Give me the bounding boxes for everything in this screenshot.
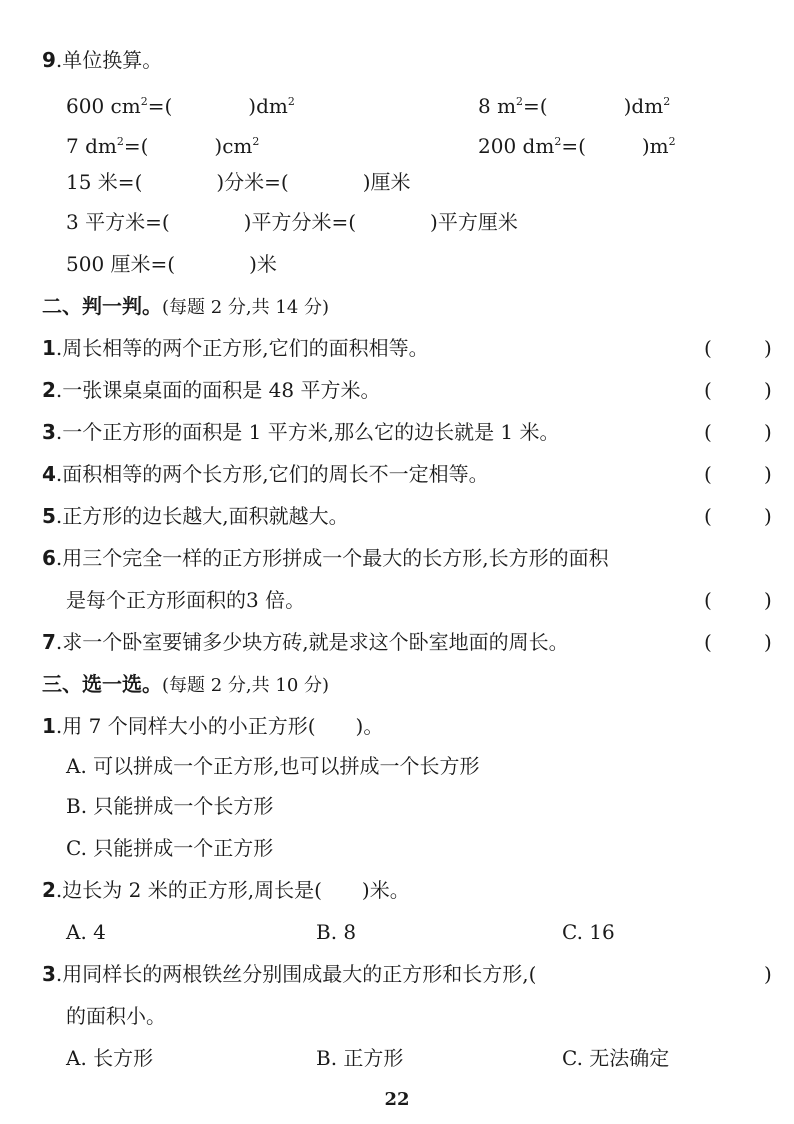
answer-paren-close: ) — [764, 420, 772, 444]
item-text: .一张课桌桌面的面积是 48 平方米。 — [55, 378, 381, 402]
superscript: 2 — [252, 135, 260, 148]
answer-paren-close: ) — [764, 462, 772, 486]
answer-paren-close: ) — [764, 962, 772, 986]
q9-unit-4: )m — [641, 134, 669, 158]
item-text-end: )米。 — [361, 878, 410, 902]
q9-heading — [42, 46, 162, 74]
item-number: 5 — [42, 504, 56, 528]
item-text-end: )。 — [355, 714, 384, 738]
section-2-score-note: (每题 2 分,共 14 分) — [162, 297, 330, 318]
item-number: 4 — [42, 462, 56, 486]
item-text: .正方形的边长越大,面积就越大。 — [55, 504, 349, 528]
item-number: 3 — [42, 962, 56, 986]
section-2-title: 二、判一判。 — [42, 294, 162, 318]
q9-row-1-left — [66, 88, 295, 116]
q9-expr-2: 8 m — [478, 94, 517, 118]
section-3-title: 三、选一选。 — [42, 672, 162, 696]
choice-q2-option-a: A. 4 — [66, 920, 106, 944]
section-3-score-note: (每题 2 分,共 10 分) — [162, 675, 330, 696]
q9-line5-a: 500 厘米=( — [66, 252, 176, 276]
q9-row-5 — [66, 250, 277, 278]
answer-paren-close: ) — [764, 504, 772, 528]
q9-line3-a: 15 米=( — [66, 170, 143, 194]
q9-line3-c: )厘米 — [362, 170, 411, 194]
choice-q2 — [42, 876, 410, 904]
answer-paren-close: ) — [764, 336, 772, 360]
q9-row-4 — [66, 208, 518, 236]
superscript: 2 — [140, 95, 148, 108]
q9-line3-b: )分米=( — [216, 170, 289, 194]
item-number: 7 — [42, 630, 56, 654]
section-3-heading — [42, 670, 329, 698]
item-text: .求一个卧室要铺多少块方砖,就是求这个卧室地面的周长。 — [55, 630, 569, 654]
q9-open-2: =( — [523, 94, 548, 118]
answer-paren-open: ( — [704, 420, 712, 444]
answer-paren-open: ( — [704, 588, 712, 612]
choice-q3-cont: 的面积小。 — [66, 1004, 166, 1028]
choice-q1-option-c: C. 只能拼成一个正方形 — [66, 836, 274, 860]
q9-row-2-right — [478, 128, 676, 156]
q9-open-4: =( — [561, 134, 586, 158]
choice-q1-option-a: A. 可以拼成一个正方形,也可以拼成一个长方形 — [66, 754, 480, 778]
item-text: .周长相等的两个正方形,它们的面积相等。 — [55, 336, 429, 360]
q9-expr-4: 200 dm — [478, 134, 555, 158]
q9-line4-a: 3 平方米=( — [66, 210, 170, 234]
choice-q2-option-b: B. 8 — [316, 920, 357, 944]
superscript: 2 — [663, 95, 671, 108]
superscript: 2 — [287, 95, 295, 108]
q9-open-3: =( — [123, 134, 149, 158]
choice-q3-option-c: C. 无法确定 — [562, 1046, 670, 1070]
judge-item-6-cont — [66, 586, 305, 614]
item-text-continued: 是每个正方形面积的3 倍。 — [66, 588, 306, 612]
q9-number: 9 — [42, 48, 56, 72]
q9-row-1-right — [478, 88, 670, 116]
judge-item-7 — [42, 628, 569, 656]
q9-expr-3: 7 dm — [66, 134, 117, 158]
q9-expr-1: 600 cm — [66, 94, 141, 118]
answer-paren-open: ( — [704, 378, 712, 402]
answer-paren-close: ) — [764, 630, 772, 654]
item-text: .用 7 个同样大小的小正方形( — [55, 714, 316, 738]
item-number: 1 — [42, 336, 56, 360]
answer-paren-open: ( — [704, 336, 712, 360]
item-number: 3 — [42, 420, 56, 444]
item-number: 2 — [42, 378, 56, 402]
judge-item-2 — [42, 376, 380, 404]
answer-paren-open: ( — [704, 504, 712, 528]
q9-unit-1: )dm — [248, 94, 288, 118]
q9-unit-3: )cm — [214, 134, 253, 158]
judge-item-6 — [42, 544, 609, 572]
judge-item-3 — [42, 418, 560, 446]
q9-row-3 — [66, 168, 411, 196]
item-text: .用同样长的两根铁丝分别围成最大的正方形和长方形,( — [55, 962, 537, 986]
q9-line5-b: )米 — [249, 252, 277, 276]
choice-q2-option-c: C. 16 — [562, 920, 615, 944]
q9-row-2-left — [66, 128, 259, 156]
superscript: 2 — [116, 135, 124, 148]
item-number: 6 — [42, 546, 56, 570]
choice-q3-option-a: A. 长方形 — [66, 1046, 154, 1070]
section-2-heading — [42, 292, 329, 320]
choice-q1 — [42, 712, 383, 740]
answer-paren-open: ( — [704, 462, 712, 486]
item-text: .边长为 2 米的正方形,周长是( — [55, 878, 322, 902]
answer-paren-open: ( — [704, 630, 712, 654]
page-number: 22 — [384, 1089, 410, 1110]
superscript: 2 — [554, 135, 562, 148]
judge-item-5 — [42, 502, 349, 530]
superscript: 2 — [668, 135, 676, 148]
item-text: .面积相等的两个长方形,它们的周长不一定相等。 — [55, 462, 489, 486]
q9-line4-c: )平方厘米 — [430, 210, 518, 234]
item-number: 1 — [42, 714, 56, 738]
choice-q1-option-b: B. 只能拼成一个长方形 — [66, 794, 274, 818]
q9-open-1: =( — [147, 94, 173, 118]
item-number: 2 — [42, 878, 56, 902]
answer-paren-close: ) — [764, 378, 772, 402]
judge-item-4 — [42, 460, 489, 488]
item-text: .用三个完全一样的正方形拼成一个最大的长方形,长方形的面积 — [55, 546, 609, 570]
choice-q3-option-b: B. 正方形 — [316, 1046, 404, 1070]
choice-q3 — [42, 960, 536, 988]
q9-unit-2: )dm — [623, 94, 664, 118]
q9-line4-b: )平方分米=( — [243, 210, 357, 234]
item-text: .一个正方形的面积是 1 平方米,那么它的边长就是 1 米。 — [55, 420, 560, 444]
answer-paren-close: ) — [764, 588, 772, 612]
q9-title: .单位换算。 — [55, 48, 163, 72]
judge-item-1 — [42, 334, 429, 362]
superscript: 2 — [516, 95, 524, 108]
